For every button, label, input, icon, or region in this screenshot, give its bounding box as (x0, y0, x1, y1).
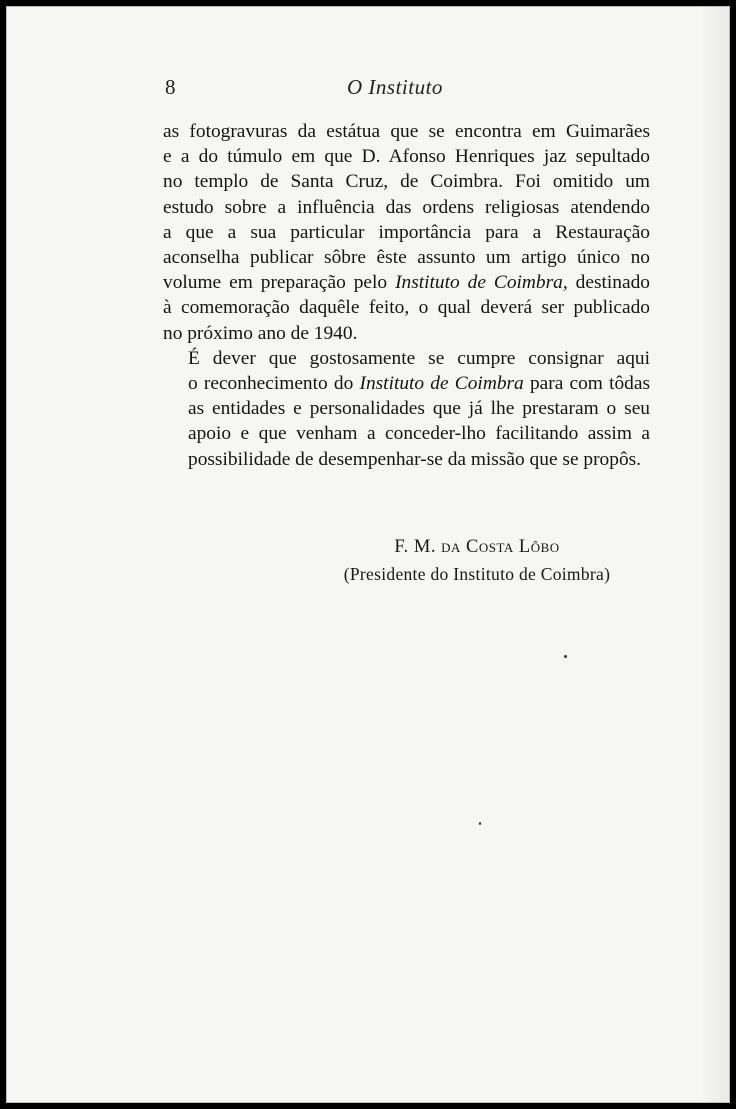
running-header (161, 69, 647, 99)
signatory-particle: da (441, 537, 461, 557)
text-line: a que a sua particular importância para a Restauração (163, 221, 650, 243)
text-line: É dever que gostosamente se cumpre consignar aqui (188, 347, 650, 369)
text-line: no templo de Santa Cruz, de Coimbra. Foi omitido um (163, 171, 650, 193)
paragraph (163, 119, 650, 346)
paragraph (163, 346, 650, 472)
scanned-page (6, 6, 730, 1103)
signatory-initials: F. M. (394, 537, 436, 557)
italic-title: Instituto de Coimbra, (395, 272, 568, 294)
body-text (163, 119, 650, 472)
text-line: no próximo ano de 1940. (163, 322, 358, 344)
text-line (163, 371, 650, 396)
text-line: estudo sobre a influência das ordens religiosas atendendo (163, 196, 650, 218)
text-segment: para com tôdas (523, 373, 651, 395)
text-segment: volume em preparação pelo (163, 272, 396, 294)
signatory-last-surname: Lôbo (518, 537, 560, 557)
text-line: as fotogravuras da estátua que se encontra em Guimarães (163, 121, 650, 142)
signatory-name (337, 537, 617, 558)
signature-block (337, 537, 617, 585)
italic-title: Instituto de Coimbra (359, 373, 524, 395)
signatory-title: (Presidente do Instituto de Coimbra) (343, 564, 611, 584)
signatory-first-surname: Costa (466, 537, 514, 557)
text-line: apoio e que venham a conceder-lho facilitando assim a (188, 423, 650, 445)
text-line (163, 270, 650, 295)
text-segment: destinado (567, 272, 650, 294)
text-line: aconselha publicar sôbre êste assunto um artigo único no (163, 247, 650, 269)
page-edge-shadow (699, 7, 729, 1102)
print-speck (479, 822, 481, 825)
print-speck (564, 655, 567, 658)
running-title: O Instituto (347, 75, 443, 99)
text-line: as entidades e personalidades que já lhe prestaram o seu (188, 398, 650, 420)
page-number: 8 (165, 75, 176, 99)
text-line: à comemoração daquêle feito, o qual deverá ser publicado (163, 297, 650, 319)
text-segment: o reconhecimento do (188, 373, 360, 395)
text-line: e a do túmulo em que D. Afonso Henriques jaz sepultado (163, 146, 650, 168)
text-line: possibilidade de desempenhar-se da missão que se propôs. (188, 448, 642, 470)
